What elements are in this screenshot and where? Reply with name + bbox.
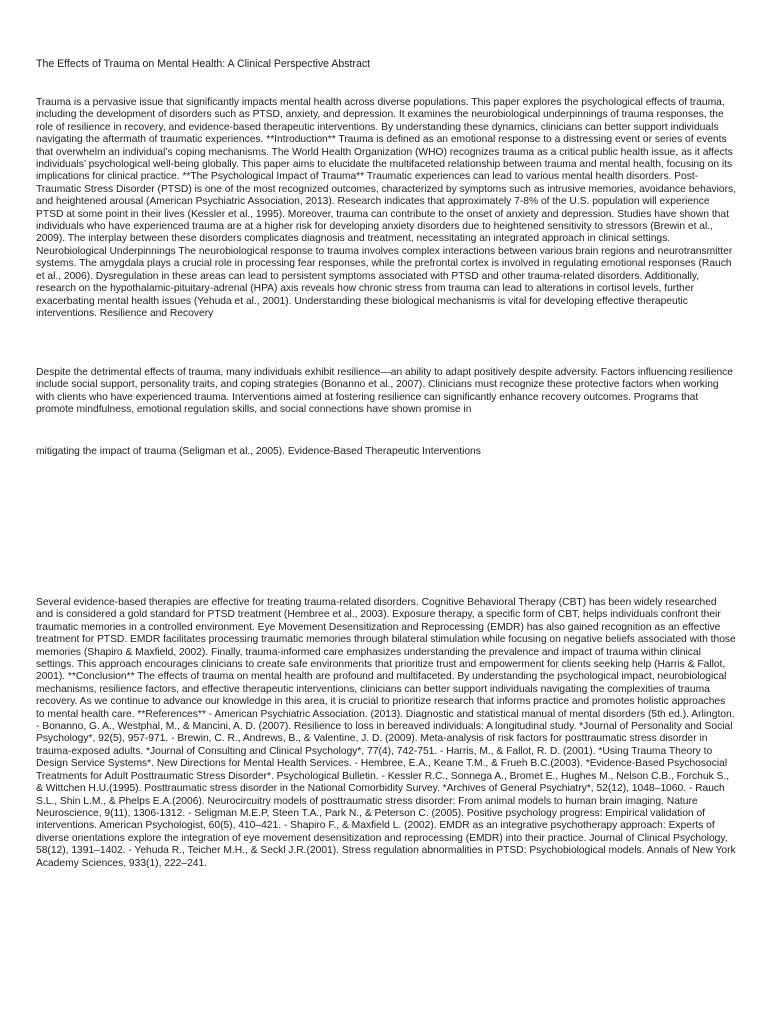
document-title: The Effects of Trauma on Mental Health: A Clinical Perspective Abstract bbox=[36, 58, 371, 70]
paragraph-abstract-introduction: Trauma is a pervasive issue that significantly impacts mental health across diverse populations. This paper explores the psychological effects of trauma, including the development of disorders such as PTSD, anxiety, and depression. It examines the neurobiological underpinnings of trauma responses, the role of resilience in recovery, and evidence-based therapeutic interventions. By understanding these dynamics, clinicians can better support individuals navigating the aftermath of traumatic experiences. **Introduction** Trauma is defined as an emotional response to a distressing event or series of events that overwhelm an individual’s coping mechanisms. The World Health Organization (WHO) recognizes trauma as a critical public health issue, as it affects individuals’ psychological well-being globally. This paper aims to elucidate the multifaceted relationship between trauma and mental health, focusing on its implications for clinical practice. **The Psychological Impact of Trauma** Traumatic experiences can lead to various mental health disorders. Post-Traumatic Stress Disorder (PTSD) is one of the most recognized outcomes, characterized by symptoms such as intrusive memories, avoidance behaviors, and heightened arousal (American Psychiatric Association, 2013). Research indicates that approximately 7-8% of the U.S. population will experience PTSD at some point in their lives (Kessler et al., 1995). Moreover, trauma can contribute to the onset of anxiety and depression. Studies have shown that individuals who have experienced trauma are at a higher risk for developing anxiety disorders due to heightened sensitivity to stressors (Brewin et al., 2009). The interplay between these disorders complicates diagnosis and treatment, necessitating an integrated approach in clinical settings. Neurobiological Underpinnings The neurobiological response to trauma involves complex interactions between various brain regions and neurotransmitter systems. The amygdala plays a crucial role in processing fear responses, while the prefrontal cortex is involved in regulating emotional responses (Rauch et al., 2006). Dysregulation in these areas can lead to persistent symptoms associated with PTSD and other trauma-related disorders. Additionally, research on the hypothalamic-pituitary-adrenal (HPA) axis reveals how chronic stress from trauma can lead to alterations in cortisol levels, further exacerbating mental health issues (Yehuda et al., 2001). Understanding these biological mechanisms is vital for developing effective therapeutic interventions. Resilience and Recovery bbox=[36, 97, 737, 319]
paragraph-resilience: Despite the detrimental effects of trauma, many individuals exhibit resilience—an ability to adapt positively despite adversity. Factors influencing resilience include social support, personality traits, and coping strategies (Bonanno et al., 2007). Clinicians must recognize these protective factors when working with clients who have experienced trauma. Interventions aimed at fostering resilience can significantly enhance recovery outcomes. Programs that promote mindfulness, emotional regulation skills, and social connections have shown promise in bbox=[36, 367, 733, 416]
paragraph-resilience-continued: mitigating the impact of trauma (Seligman et al., 2005). Evidence-Based Therapeutic Interventions bbox=[36, 446, 481, 457]
paragraph-interventions-conclusion-references: Several evidence-based therapies are effective for treating trauma-related disorders. Cognitive Behavioral Therapy (CBT) has been widely researched and is considered a gold standard for PTSD treatment (Hembree et al., 2003). Exposure therapy, a specific form of CBT, helps individuals confront their traumatic memories in a controlled environment. Eye Movement Desensitization and Reprocessing (EMDR) has also gained recognition as an effective treatment for PTSD. EMDR facilitates processing traumatic memories through bilateral stimulation while focusing on negative beliefs associated with those memories (Shapiro & Maxfield, 2002). Finally, trauma-informed care emphasizes understanding the prevalence and impact of trauma within clinical settings. This approach encourages clinicians to create safe environments that prioritize trust and empowerment for clients seeking help (Harris & Fallot, 2001). **Conclusion** The effects of trauma on mental health are profound and multifaceted. By understanding the psychological impact, neurobiological mechanisms, resilience factors, and effective therapeutic interventions, clinicians can better support individuals navigating the complexities of trauma recovery. As we continue to advance our knowledge in this area, it is crucial to prioritize research that informs practice and promotes holistic approaches to mental health care. **References** - American Psychiatric Association. (2013). Diagnostic and statistical manual of mental disorders (5th ed.). Arlington. - Bonanno, G. A., Westphal, M., & Mancini, A. D. (2007). Resilience to loss in bereaved individuals: A longitudinal study. *Journal of Personality and Social Psychology*, 92(5), 957-971. - Brewin, C. R., Andrews, B., & Valentine, J. D. (2009). Meta-analysis of risk factors for posttraumatic stress disorder in trauma-exposed adults. *Journal of Consulting and Clinical Psychology*, 77(4), 742-751. - Harris, M., & Fallot, R. D. (2001). *Using Trauma Theory to Design Service Systems*. New Directions for Mental Health Services. - Hembree, E.A., Keane T.M., & Frueh B.C.(2003). *Evidence-Based Psychosocial Treatments for Adult Posttraumatic Stress Disorder*. Psychological Bulletin. - Kessler R.C., Sonnega A., Bromet E., Hughes M., Nelson C.B., Forchuk S., & Wittchen H.U.(1995). Posttraumatic stress disorder in the National Comorbidity Survey. *Archives of General Psychiatry*, 52(12), 1048–1060. - Rauch S.L., Shin L.M., & Phelps E.A.(2006). Neurocircuitry models of posttraumatic stress disorder: From animal models to human brain imaging. Nature Neuroscience, 9(11), 1306-1312. - Seligman M.E.P, Steen T.A., Park N., & Peterson C. (2005). Positive psychology progress: Empirical validation of interventions. American Psychologist, 60(5), 410–421. - Shapiro F., & Maxfield L. (2002). EMDR as an integrative psychotherapy approach: Experts of diverse orientations explore the integration of eye movement desensitization and reprocessing (EMDR) into their practice. Journal of Clinical Psychology, 58(12), 1391–1402. - Yehuda R., Teicher M.H., & Seckl J.R.(2001). Stress regulation abnormalities in PTSD: Psychobiological models. Annals of New York Academy Sciences, 933(1), 222–241. bbox=[36, 597, 736, 869]
